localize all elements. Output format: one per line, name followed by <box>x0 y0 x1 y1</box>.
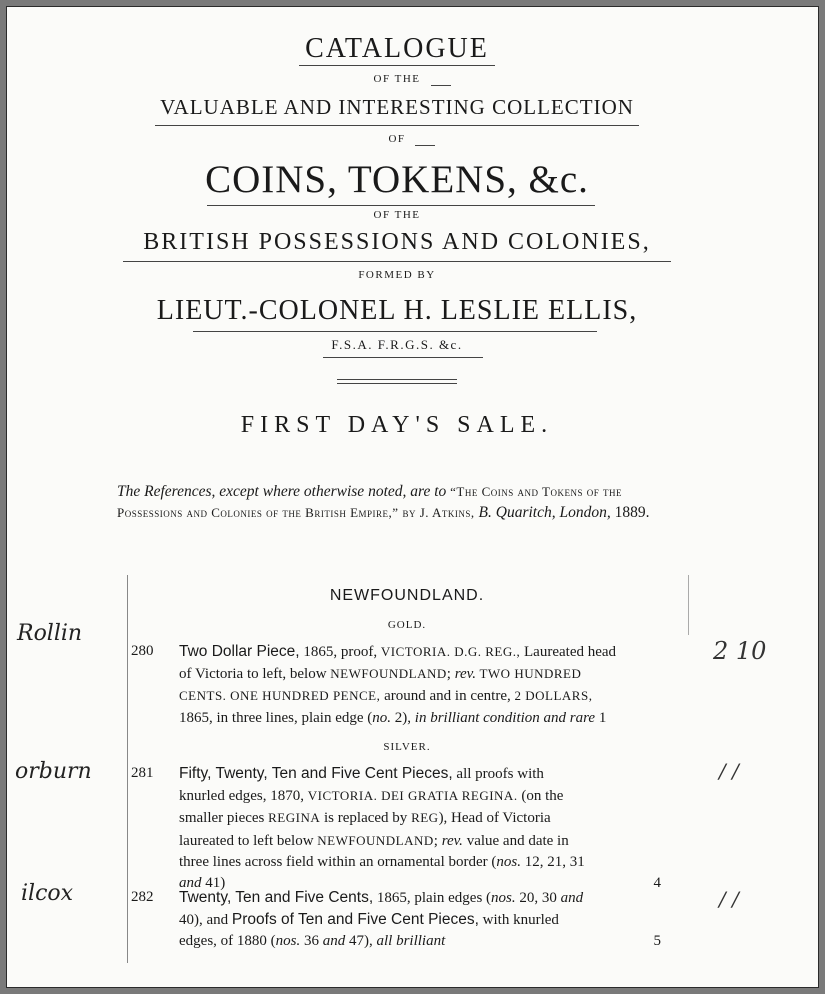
divider <box>431 85 451 86</box>
buyer-annotation: orburn <box>15 759 92 784</box>
gold-heading: GOLD. <box>387 619 427 631</box>
lot-text: nos. <box>491 890 516 906</box>
price-annotation: / / <box>719 759 739 783</box>
lot-text: knurled edges, 1870, <box>179 788 308 805</box>
lot-text: ), Head of Victoria <box>438 810 551 827</box>
divider <box>323 357 483 358</box>
lot-text: no. <box>372 709 392 726</box>
lot-text: 1865, in three lines, plain edge ( <box>179 709 373 726</box>
lot-legend: CENTS. ONE HUNDRED PENCE, <box>179 688 381 704</box>
lot-title: Proofs of Ten and Five Cent Pieces, <box>231 911 479 929</box>
margin-rule <box>127 575 128 963</box>
lot-text: smaller pieces <box>179 810 269 827</box>
lot-legend: NEWFOUNDLAND <box>317 832 434 848</box>
buyer-annotation: ilcox <box>21 881 74 906</box>
lot-entry <box>131 641 687 729</box>
silver-heading: SILVER. <box>383 741 431 753</box>
lot-text: ; <box>446 666 455 683</box>
lot-text: three lines across field within an ornamental border ( <box>179 853 497 870</box>
lot-text: 20, 30 <box>515 890 561 906</box>
coins-heading: COINS, TOKENS, &c. <box>205 158 589 201</box>
lot-title: Twenty, Ten and Five Cents, <box>179 889 374 906</box>
lot-title: Two Dollar Piece, <box>179 643 300 660</box>
country-heading: NEWFOUNDLAND. <box>329 587 485 604</box>
divider <box>415 145 435 146</box>
lot-text: nos. <box>496 853 521 870</box>
lot-legend: 2 DOLLARS, <box>514 688 593 704</box>
formed-by-label: FORMED BY <box>358 269 436 281</box>
lot-text: 47), <box>345 933 377 950</box>
lot-text: rev. <box>441 832 463 849</box>
collector-name: LIEUT.-COLONEL H. LESLIE ELLIS, <box>156 295 638 326</box>
lot-text: 2), <box>391 709 415 726</box>
references-publisher: B. Quaritch, London, <box>478 504 611 521</box>
lot-text: of Victoria to left, below <box>179 666 331 683</box>
lot-title: Fifty, Twenty, Ten and Five Cent Pieces, <box>179 765 453 782</box>
lot-number: 280 <box>131 643 154 659</box>
lot-entry <box>131 887 687 953</box>
divider <box>299 65 495 66</box>
references-note <box>117 481 677 523</box>
lot-legend: REGINA <box>268 810 321 826</box>
lot-quantity: 1 <box>598 709 607 726</box>
divider <box>193 331 597 332</box>
lot-text: value and date in <box>462 832 569 849</box>
references-author: by J. Atkins, <box>402 505 475 520</box>
of-label: OF <box>388 133 406 145</box>
lot-number: 282 <box>131 889 154 905</box>
lot-text: 12, 21, 31 <box>520 853 585 870</box>
margin-rule-right <box>688 575 689 635</box>
references-intro: The References, except where otherwise noted, are to <box>117 483 447 500</box>
collector-credentials: F.S.A. F.R.G.S. &c. <box>331 337 463 352</box>
divider <box>155 125 639 126</box>
lot-legend: VICTORIA. D.G. REG., <box>380 644 521 659</box>
price-annotation: / / <box>719 887 739 911</box>
references-work-title: “The Coins and Tokens of the Possessions and Colonies of the British Empire,” <box>117 484 622 520</box>
lot-text: all brilliant <box>376 933 446 950</box>
lot-text: 41) <box>201 875 226 892</box>
lot-quantity: 4 <box>653 875 661 892</box>
lot-text: with knurled <box>478 912 559 929</box>
divider <box>123 261 671 262</box>
lot-text: rev. <box>454 666 476 683</box>
lot-text: laureated to left below <box>179 832 318 849</box>
divider <box>337 383 457 384</box>
lot-entry <box>131 763 687 894</box>
of-the-label: OF THE <box>373 73 421 85</box>
price-annotation: 2 10 <box>713 637 767 665</box>
catalogue-heading: CATALOGUE <box>305 33 489 64</box>
lot-text: and <box>322 933 346 950</box>
lot-text: is replaced by <box>320 810 412 827</box>
lot-legend: TWO HUNDRED <box>475 666 582 682</box>
lot-text: around and in centre, <box>380 688 515 705</box>
lot-quantity: 5 <box>653 933 661 950</box>
lot-text: 1865, proof, <box>299 644 381 660</box>
lot-text: 36 <box>300 933 323 950</box>
lot-text: and <box>179 875 202 892</box>
collection-heading: VALUABLE AND INTERESTING COLLECTION <box>160 95 634 119</box>
lot-legend: VICTORIA. DEI GRATIA REGINA. <box>307 788 518 804</box>
buyer-annotation: Rollin <box>17 621 83 646</box>
lot-text: edges, of 1880 ( <box>179 933 276 950</box>
catalogue-page <box>6 6 819 988</box>
references-year: 1889. <box>614 504 650 521</box>
lot-text: Laureated head <box>520 644 617 660</box>
lot-text: 40), and <box>179 912 232 929</box>
lot-text: nos. <box>275 933 301 950</box>
lot-text: and <box>560 890 584 906</box>
possessions-heading: BRITISH POSSESSIONS AND COLONIES, <box>143 229 651 255</box>
sale-heading: FIRST DAY'S SALE. <box>240 412 554 438</box>
lot-text: all proofs with <box>452 766 544 782</box>
divider <box>337 379 457 380</box>
lot-number: 281 <box>131 765 154 781</box>
lot-text: 1865, plain edges ( <box>373 890 492 906</box>
of-the-label-2: OF THE <box>373 209 421 221</box>
lot-text: (on the <box>517 788 564 805</box>
lot-text: ; <box>433 832 442 849</box>
lot-text: in brilliant condition and rare <box>414 709 596 726</box>
divider <box>207 205 595 206</box>
lot-legend: REG <box>411 810 439 826</box>
lot-legend: NEWFOUNDLAND <box>330 666 447 682</box>
